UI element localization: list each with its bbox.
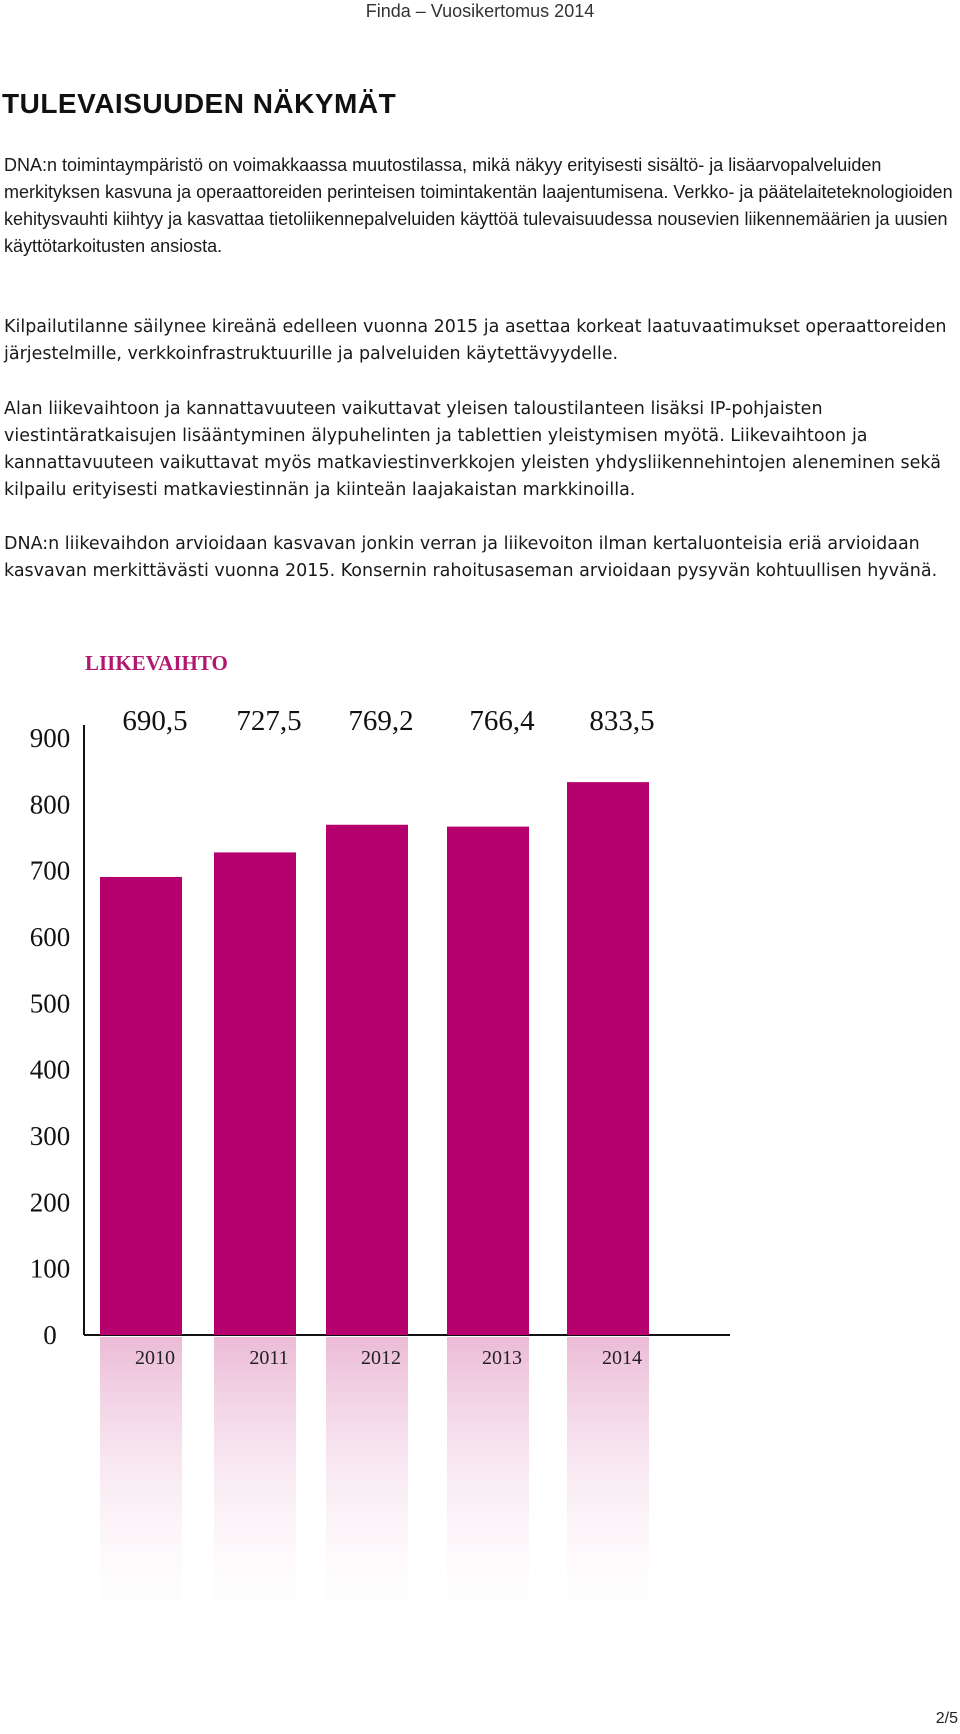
y-tick-0: 0 bbox=[43, 1320, 57, 1350]
y-tick-600: 600 bbox=[29, 922, 71, 952]
bar-reflections bbox=[100, 1337, 649, 1647]
paragraph-1: DNA:n toimintaympäristö on voimakkaassa muutostilassa, mikä näkyy erityisesti sisältö- ja lisäarvopalveluiden merkityksen kasvuna ja operaattoreiden perinteisen toimintakentän laajentumisena. Verkko- ja päätelaiteteknologioiden kehitysvauhti kiihtyy ja kasvattaa tietoliikennepalveluiden käyttöä tulevaisuudessa nousevien liikennemäärien ja uusien käyttötarkoitusten ansiosta. bbox=[4, 155, 953, 256]
value-labels bbox=[122, 705, 654, 737]
x-tick-2013: 2013 bbox=[482, 1347, 522, 1369]
value-label-2011: 727,5 bbox=[236, 705, 302, 737]
y-tick-900: 900 bbox=[29, 723, 71, 753]
bar-2010 bbox=[100, 877, 182, 1335]
value-label-2010: 690,5 bbox=[122, 705, 188, 737]
page-number: 2/5 bbox=[935, 1710, 958, 1727]
bar-reflection-2013 bbox=[447, 1337, 529, 1647]
paragraph-2: Kilpailutilanne säilynee kireänä edelleen vuonna 2015 ja asettaa korkeat laatuvaatimukset operaattoreiden järjestelmille, verkkoinfrastruktuurille ja palveluiden käytettävyydelle. bbox=[4, 317, 947, 364]
bar-2012 bbox=[326, 825, 408, 1335]
revenue-chart-svg bbox=[0, 645, 740, 1665]
bar-reflection-2010 bbox=[100, 1337, 182, 1647]
y-tick-labels bbox=[30, 723, 71, 1350]
y-tick-300: 300 bbox=[29, 1121, 71, 1151]
x-tick-2011: 2011 bbox=[249, 1347, 289, 1369]
bar-2011 bbox=[214, 852, 296, 1335]
y-tick-500: 500 bbox=[29, 988, 71, 1019]
x-tick-2010: 2010 bbox=[135, 1347, 175, 1369]
chart-title: LIIKEVAIHTO bbox=[85, 651, 228, 675]
y-tick-200: 200 bbox=[29, 1187, 71, 1218]
value-label-2013: 766,4 bbox=[469, 705, 535, 737]
y-tick-100: 100 bbox=[29, 1253, 71, 1284]
bar-reflection-2014 bbox=[567, 1337, 649, 1647]
paragraph-4: DNA:n liikevaihdon arvioidaan kasvavan jonkin verran ja liikevoiton ilman kertaluonteisia eriä arvioidaan kasvavan merkittävästi vuonna 2015. Konsernin rahoitusaseman arvioidaan pysyvän kohtuullisen hyvänä. bbox=[4, 534, 938, 581]
bar-2013 bbox=[447, 827, 529, 1335]
bar-reflection-2011 bbox=[214, 1337, 296, 1647]
bar-2014 bbox=[567, 782, 649, 1335]
paragraph-3: Alan liikevaihtoon ja kannattavuuteen vaikuttavat yleisen taloustilanteen lisäksi IP-pohjaisten viestintäratkaisujen lisääntyminen älypuhelinten ja tablettien yleistymisen myötä. Liikevaihtoon ja kannattavuuteen vaikuttavat myös matkaviestinverkkojen yleisten yhdysliikennehintojen aleneminen sekä kilpailu erityisesti matkaviestinnän ja kiinteän laajakaistan markkinoilla. bbox=[4, 399, 941, 500]
bar-reflection-2012 bbox=[326, 1337, 408, 1647]
page-header: Finda – Vuosikertomus 2014 bbox=[365, 1, 595, 21]
y-tick-700: 700 bbox=[29, 855, 71, 886]
x-tick-2012: 2012 bbox=[361, 1347, 401, 1369]
y-tick-400: 400 bbox=[29, 1054, 71, 1085]
y-tick-800: 800 bbox=[29, 789, 71, 820]
value-label-2012: 769,2 bbox=[348, 705, 414, 737]
revenue-chart bbox=[0, 645, 740, 1665]
value-label-2014: 833,5 bbox=[589, 705, 655, 737]
bars bbox=[100, 782, 649, 1335]
x-tick-labels bbox=[135, 1347, 642, 1369]
section-heading: TULEVAISUUDEN NÄKYMÄT bbox=[2, 88, 397, 119]
x-tick-2014: 2014 bbox=[602, 1347, 642, 1369]
